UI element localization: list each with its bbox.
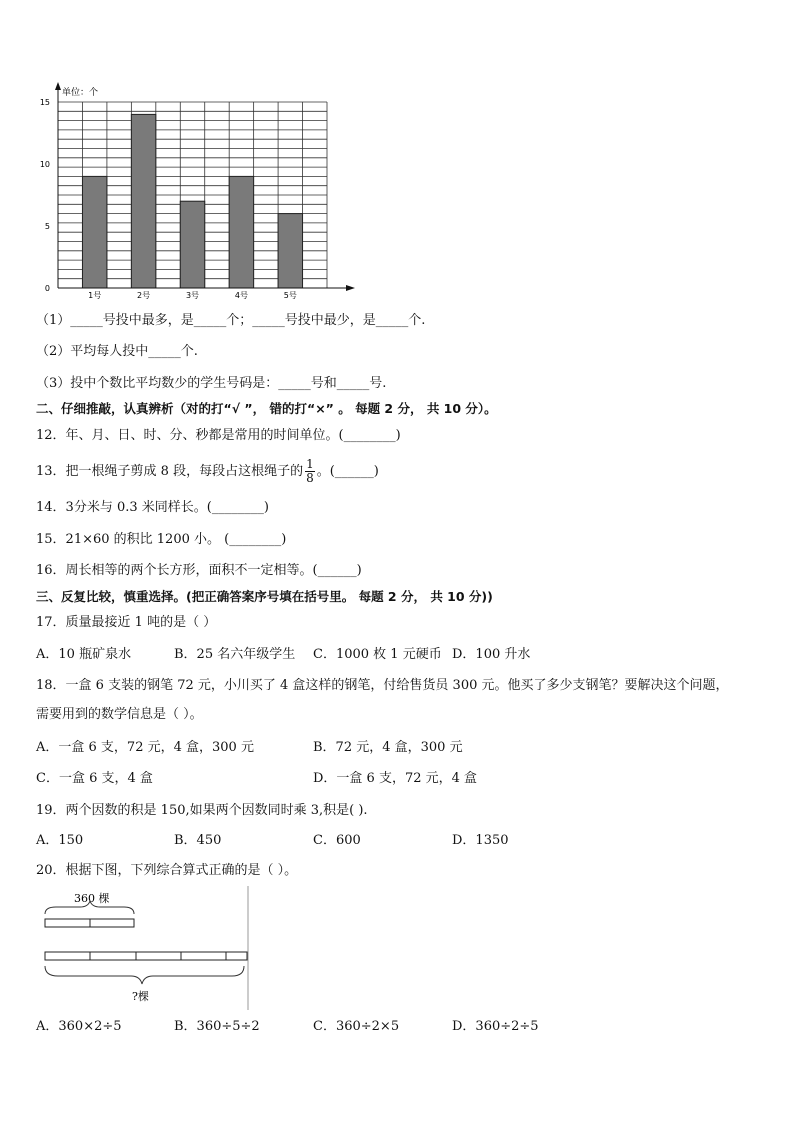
bar-3号 [180, 201, 204, 288]
q20-option-b: B．360÷5÷2 [174, 1019, 260, 1034]
x-tick-label: 3号 [185, 291, 200, 300]
q18-option-c: C．一盒 6 支，4 盒 [36, 771, 153, 786]
bottom-brace [45, 966, 244, 984]
q20-option-c: C．360÷2×5 [313, 1019, 400, 1034]
q20-option-d: D．360÷2÷5 [452, 1019, 539, 1034]
section-3-heading: 三、反复比较，慎重选择。(把正确答案序号填在括号里。 每题 2 分， 共 10 分)) [36, 589, 493, 604]
question-13-text: 13．把一根绳子剪成 8 段，每段占这根绳子的 [36, 464, 304, 479]
y-tick-label: 15 [39, 98, 50, 107]
chart-bars [82, 114, 302, 288]
question-13 [36, 456, 379, 488]
q18-option-d: D．一盒 6 支，72 元，4 盒 [313, 771, 478, 786]
question-11-part-2: （2）平均每人投中_____个. [36, 344, 198, 359]
bar-1号 [82, 176, 106, 288]
question-11-part-1: （1）_____号投中最多，是_____个；_____号投中最少，是_____个. [36, 313, 426, 328]
chart-unit-label: 单位：个 [62, 88, 99, 98]
q17-option-a: A．10 瓶矿泉水 [36, 647, 132, 662]
question-19: 19．两个因数的积是 150,如果两个因数同时乘 3,积是( ). [36, 803, 368, 818]
q17-option-c: C．1000 枚 1 元硬币 [313, 647, 442, 662]
q19-option-b: B．450 [174, 833, 222, 848]
section-2-heading: 二、仔细推敲，认真辨析（对的打“√ ”， 错的打“×” 。 每题 2 分， 共 10 分）。 [36, 401, 497, 416]
question-18-line-1: 18．一盒 6 支装的钢笔 72 元，小川买了 4 盒这样的钢笔，付给售货员 300 元。他买了多少支钢笔？要解决这个问题， [36, 678, 729, 693]
question-15: 15．21×60 的积比 1200 小。 (________) [36, 532, 287, 547]
question-20: 20．根据下图，下列综合算式正确的是（ ）。 [36, 863, 298, 878]
question-11-part-3: （3）投中个数比平均数少的学生号码是：_____号和_____号. [36, 376, 387, 391]
question-16: 16．周长相等的两个长方形，面积不一定相等。(______) [36, 563, 362, 578]
top-brace [45, 901, 134, 914]
fraction-numerator: 1 [306, 457, 314, 471]
question-17: 17．质量最接近 1 吨的是（ ） [36, 615, 217, 630]
y-tick-label: 0 [44, 284, 50, 293]
y-tick-label: 5 [44, 222, 50, 231]
x-tick-label: 2号 [137, 291, 151, 300]
question-12: 12．年、月、日、时、分、秒都是常用的时间单位。(________) [36, 428, 401, 443]
x-tick-label: 1号 [88, 291, 102, 300]
x-axis-arrow-icon [346, 285, 355, 291]
fraction [305, 458, 315, 485]
q18-option-b: B．72 元，4 盒，300 元 [313, 740, 463, 755]
q20-segment-diagram [36, 886, 256, 1010]
bar-4号 [229, 176, 253, 288]
q19-option-c: C．600 [313, 833, 361, 848]
q17-option-b: B．25 名六年级学生 [174, 647, 296, 662]
q19-option-a: A．150 [36, 833, 84, 848]
q18-option-a: A．一盒 6 支，72 元，4 盒，300 元 [36, 740, 254, 755]
question-14: 14．3分米与 0.3 米同样长。(________) [36, 500, 269, 515]
fraction-denominator: 8 [306, 471, 314, 485]
bar-2号 [131, 114, 155, 288]
q20-option-a: A．360×2÷5 [36, 1019, 122, 1034]
y-tick-label: 10 [39, 160, 50, 169]
diagram-top-label: 360 棵 [74, 892, 110, 905]
question-18-line-2: 需要用到的数学信息是（ ）。 [36, 707, 203, 722]
diagram-bottom-label: ?棵 [132, 990, 149, 1003]
x-tick-label: 5号 [283, 291, 297, 300]
bar-chart [30, 80, 370, 306]
bottom-segment-bar [45, 952, 247, 960]
question-13-blank: 。(______) [316, 464, 379, 479]
q19-option-d: D．1350 [452, 833, 509, 848]
y-axis-arrow-icon [55, 82, 61, 90]
x-tick-label: 4号 [234, 291, 248, 300]
bar-5号 [278, 214, 302, 288]
q17-option-d: D．100 升水 [452, 647, 531, 662]
